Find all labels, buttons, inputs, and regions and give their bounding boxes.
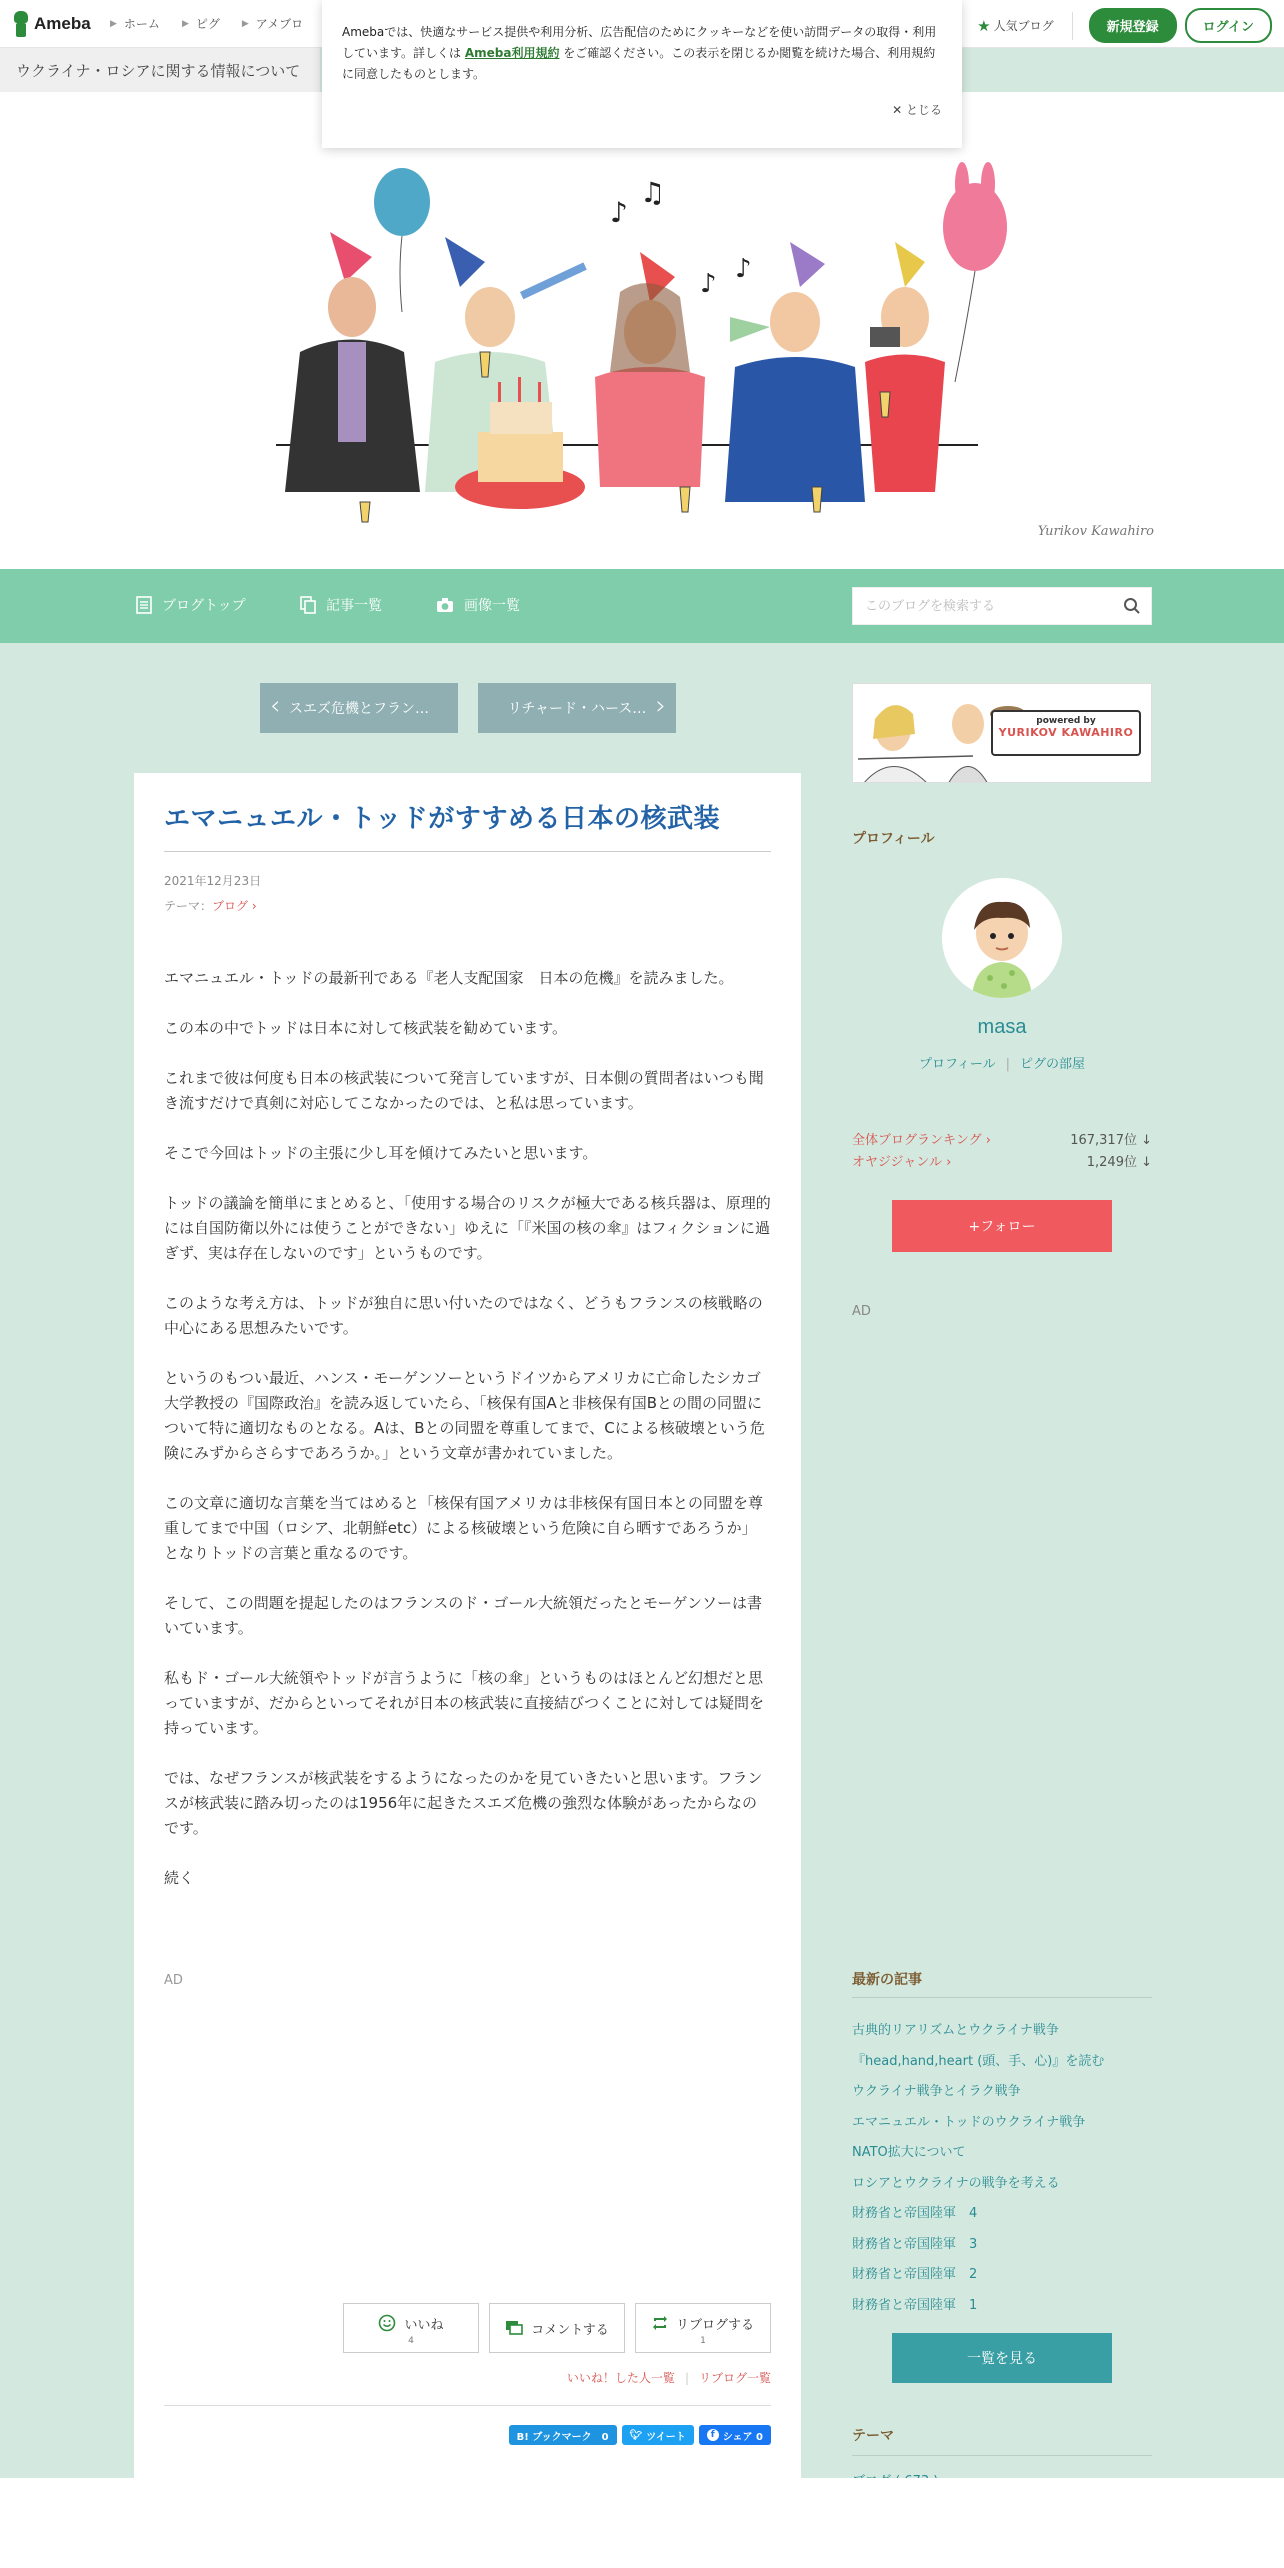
svg-text:♫: ♫ (640, 176, 666, 209)
nav-article-list-label: 記事一覧 (326, 598, 382, 614)
paragraph: というのもつい最近、ハンス・モーゲンソーというドイツからアメリカに亡命したシカゴ大学教授の『国際政治』を読み返していたら、「核保有国Aと非核保有国Bとの間の同盟について特に適切なものとなる。Aは、Bとの同盟を尊重してまで、Cによる核破壊という危険にみずからさらすであろうか。」という文章が書かれていました。 (164, 1369, 765, 1462)
cookie-close-label: とじる (905, 103, 942, 117)
follow-button[interactable]: +フォロー (892, 1200, 1112, 1252)
paragraph: そして、この問題を提起したのはフランスのド・ゴール大統領だったとモーゲンソーは書いています。 (164, 1594, 763, 1637)
rank-row-genre[interactable]: オヤジジャンル › 1,249位 ↓ (852, 1152, 1152, 1174)
see-all-button[interactable]: 一覧を見る (892, 2333, 1112, 2383)
cookie-consent-popup (322, 0, 962, 148)
reblog-button[interactable] (635, 2303, 771, 2353)
nav-ameblo[interactable] (242, 15, 303, 32)
next-article-button[interactable] (478, 683, 676, 733)
profile-link[interactable]: プロフィール (918, 1057, 996, 1072)
chevron-left-icon: ‹ (270, 691, 281, 721)
article-date: 2021年12月23日 (164, 874, 262, 888)
twitter-icon: 🐦︎ (629, 2429, 643, 2441)
pig-room-link[interactable]: ピグの部屋 (1020, 1057, 1086, 1072)
powered-by-name: YURIKOV KAWAHIRO (998, 726, 1134, 739)
profile-heading: プロフィール (852, 831, 935, 847)
chevron-right-icon: ▶ (181, 18, 189, 29)
divider (164, 2405, 771, 2406)
header-actions (977, 8, 1272, 43)
profile-name[interactable]: masa (977, 1016, 1027, 1038)
ukraine-notice-link[interactable]: ウクライナ・ロシアに関する情報について (0, 48, 320, 92)
article (134, 773, 801, 2478)
article-ad-label: AD (164, 1973, 183, 1988)
smile-icon (378, 2314, 396, 2332)
recent-article-link[interactable]: NATO拡大について (852, 2145, 966, 2160)
powered-by-badge (991, 710, 1141, 756)
facebook-share-button[interactable] (699, 2425, 771, 2445)
nav-article-list[interactable] (300, 595, 382, 615)
like-label: いいね (404, 2317, 444, 2333)
svg-text:♪: ♪ (610, 196, 628, 229)
nav-home[interactable] (110, 15, 160, 32)
reblog-count: 1 (700, 2336, 706, 2346)
nav-pig[interactable] (182, 15, 220, 32)
article-body (164, 966, 771, 1891)
svg-text:♪: ♪ (735, 254, 752, 284)
powered-by-text: powered by (1036, 716, 1096, 726)
profile-links (852, 1053, 1152, 1072)
recent-article-link[interactable]: 財務省と帝国陸軍 4 (852, 2206, 978, 2221)
divider: | (684, 2371, 689, 2385)
page-bottom (0, 2478, 1284, 2568)
register-button[interactable]: 新規登録 (1089, 8, 1177, 43)
sidebar-banner[interactable] (852, 683, 1152, 783)
blog-header-illustration[interactable] (0, 92, 1284, 569)
blog-search-input[interactable] (865, 599, 1113, 614)
rank-overall-label: 全体ブログランキング (852, 1133, 982, 1148)
divider (1072, 12, 1073, 40)
theme-heading: テーマ (852, 2425, 1152, 2456)
paragraph: エマニュエル・トッドの最新刊である『老人支配国家 日本の危機』を読みました。 (164, 969, 734, 987)
nav-blog-top[interactable] (136, 595, 246, 615)
global-nav (110, 15, 325, 32)
recent-heading: 最新の記事 (852, 1969, 1152, 1998)
hatena-bookmark-button[interactable]: B! ブックマーク 0 (509, 2425, 617, 2445)
rank-overall-value: 167,317位 ↓ (1070, 1133, 1152, 1148)
reblog-label: リブログする (675, 2317, 754, 2333)
rank-genre-label: オヤジジャンル (852, 1155, 942, 1170)
reblog-list-link[interactable]: リブログ一覧 (698, 2371, 771, 2385)
recent-article-link[interactable]: ロシアとウクライナの戦争を考える (852, 2175, 1060, 2191)
paragraph: このような考え方は、トッドが独自に思い付いたのではなく、どうもフランスの核戦略の中心にある思想みたいです。 (164, 1294, 763, 1337)
cookie-text-2: をご確認ください。この表示を閉じるか閲覧を続けた場合、利用規約に同意したものとします。 (342, 46, 936, 81)
nav-home-label: ホーム (123, 17, 160, 31)
reactions (333, 2303, 771, 2353)
profile-section (852, 828, 1152, 1319)
copy-icon (300, 596, 316, 614)
paragraph: では、なぜフランスが核武装をするようになったのかを見ていきたいと思います。フランスが核武装に踏み切ったのは1956年に起きたスエズ危機の強烈な体験があったからなのです。 (164, 1769, 763, 1837)
next-article-label: リチャード・ハース… (507, 701, 647, 717)
paragraph: この本の中でトッドは日本に対して核武装を勧めています。 (164, 1019, 568, 1037)
reblog-icon (652, 2315, 668, 2331)
nav-image-list[interactable] (436, 595, 520, 615)
document-icon (136, 596, 152, 614)
logo-text: Ameba (34, 13, 91, 33)
theme-link[interactable]: ブログ › (212, 899, 257, 913)
nav-image-list-label: 画像一覧 (464, 598, 520, 614)
liked-users-link[interactable]: いいね！した人一覧 (566, 2371, 675, 2385)
facebook-icon: f (707, 2429, 719, 2441)
prev-article-label: スエズ危機とフラン… (289, 701, 429, 717)
comment-button[interactable] (489, 2303, 625, 2353)
search-icon[interactable] (1113, 587, 1151, 625)
avatar[interactable] (942, 878, 1062, 998)
prev-article-button[interactable] (260, 683, 458, 733)
star-icon: ★ (977, 16, 991, 35)
rank-row-overall[interactable]: 全体ブログランキング › 167,317位 ↓ (852, 1130, 1152, 1152)
article-theme (164, 897, 771, 914)
tweet-label: ツイート (646, 2431, 686, 2443)
paragraph: これまで彼は何度も日本の核武装について発言していますが、日本側の質問者はいつも聞き流すだけで真剣に対応してこなかったのでは、と私は思っています。 (164, 1069, 764, 1112)
recent-article-link[interactable]: ウクライナ戦争とイラク戦争 (852, 2084, 1021, 2099)
chevron-right-icon: › (655, 691, 666, 721)
terms-link[interactable]: Ameba利用規約 (464, 46, 560, 60)
recent-list (852, 2016, 1152, 2321)
avatar-illustration (942, 878, 1062, 998)
ameba-logo-icon (12, 11, 30, 37)
recent-article-link[interactable]: エマニュエル・トッドのウクライナ戦争 (852, 2114, 1086, 2130)
nav-blog-top-label: ブログトップ (162, 598, 246, 614)
recent-articles (852, 1969, 1152, 2489)
tweet-button[interactable] (622, 2425, 694, 2445)
paragraph: この文章に適切な言葉を当てはめると「核保有国アメリカは非核保有国日本との同盟を尊重してまで中国（ロシア、北朝鮮etc）による核破壊という危険に自ら晒すであろうか」となりトッドの言葉と重なるのです。 (164, 1494, 763, 1562)
ranking (852, 1130, 1152, 1174)
party-illustration (0, 92, 1284, 569)
comment-icon (505, 2320, 523, 2336)
paragraph: 続く (164, 1869, 195, 1887)
reaction-links (567, 2369, 771, 2386)
like-button[interactable] (343, 2303, 479, 2353)
recent-article-link[interactable]: 財務省と帝国陸軍 1 (852, 2297, 978, 2313)
theme-label: テーマ： (164, 899, 213, 913)
svg-text:♪: ♪ (700, 269, 717, 299)
paragraph: 私もド・ゴール大統領やトッドが言うように「核の傘」というものはほとんど幻想だと思っていますが、だからといってそれが日本の核武装に直接結びつくことに対しては疑問を持っています。 (164, 1669, 765, 1737)
popular-label: 人気ブログ (993, 19, 1054, 33)
chevron-right-icon: ▶ (241, 18, 249, 29)
recent-article-link[interactable]: 財務省と帝国陸軍 2 (852, 2267, 978, 2282)
rank-genre-value: 1,249位 ↓ (1086, 1155, 1152, 1170)
comment-label: コメントする (531, 2322, 609, 2338)
recent-article-link[interactable]: 財務省と帝国陸軍 3 (852, 2236, 978, 2252)
theme-link-text: ブログ (212, 899, 249, 913)
blog-nav (0, 569, 1284, 643)
nav-pig-label: ピグ (195, 17, 220, 31)
facebook-share-label: シェア 0 (722, 2431, 763, 2443)
sidebar (852, 683, 1152, 2444)
chevron-right-icon: ▶ (110, 18, 117, 29)
popular-blogs-link[interactable] (977, 17, 1053, 35)
blog-search (852, 587, 1152, 625)
login-button[interactable]: ログイン (1185, 8, 1272, 43)
cookie-close-button[interactable] (892, 100, 942, 121)
sidebar-ad-label: AD (852, 1304, 871, 1319)
article-title[interactable]: エマニュエル・トッドがすすめる日本の核武装 (164, 801, 771, 852)
artist-signature: Yurikov Kawahiro (1037, 524, 1154, 539)
camera-icon (436, 596, 454, 614)
ameba-logo[interactable] (12, 11, 92, 37)
recent-article-link[interactable]: 『head,hand,heart (頭、手、心)』を読む (852, 2053, 1105, 2069)
divider: | (1005, 1057, 1011, 1072)
paragraph: トッドの議論を簡単にまとめると、「使用する場合のリスクが極大である核兵器は、原理的には自国防衛以外には使うことができない」ゆえに「『米国の核の傘』はフィクションに過ぎず、実は存在しないのです」というものです。 (164, 1194, 771, 1262)
cookie-text: Amebaでは、快適なサービス提供や利用分析、広告配信のためにクッキーなどを使い訪問データの取得・利用しています。詳しくは (342, 25, 937, 60)
paragraph: そこで今回はトッドの主張に少し耳を傾けてみたいと思います。 (164, 1144, 598, 1162)
close-icon: ✕ (892, 103, 903, 117)
nav-ameblo-label: アメブロ (255, 17, 304, 31)
recent-article-link[interactable]: 古典的リアリズムとウクライナ戦争 (852, 2023, 1059, 2038)
share-buttons (504, 2425, 771, 2445)
like-count: 4 (408, 2336, 414, 2346)
